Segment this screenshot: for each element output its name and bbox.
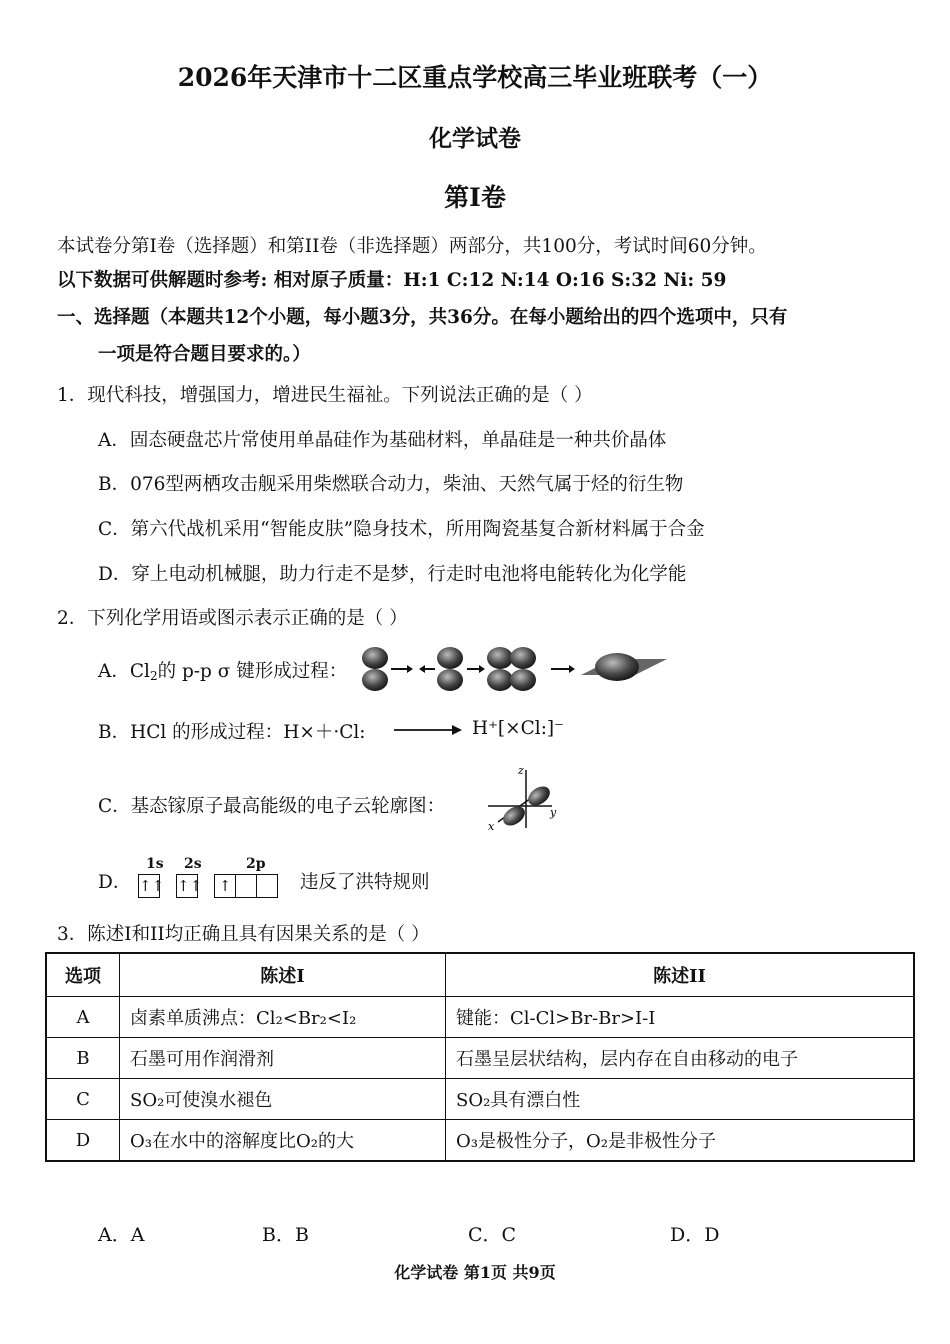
q3-stem: 3．陈述I和II均正确且具有因果关系的是（ ） [57,924,430,945]
q1-option-b: B．076型两栖攻击舰采用柴燃联合动力，柴油、天然气属于烃的衍生物 [98,474,684,495]
axis-z-label: z [518,764,524,777]
row-statement-1: O₃在水中的溶解度比O₂的大 [120,1120,446,1162]
section-heading-2: 一项是符合题目要求的。） [98,344,311,365]
q2-option-a [98,657,347,683]
sigma-bond-diagram [355,645,675,693]
intro-line-1: 本试卷分第I卷（选择题）和第II卷（非选择题）两部分，共100分，考试时间60分钟。 [57,236,767,257]
orbital-label-2s: 2s [184,856,202,872]
q3-answer-a: A．A [98,1224,145,1246]
q1-stem: 1．现代科技，增强国力，增进民生福祉。下列说法正确的是（ ） [57,385,593,406]
q1-option-d: D．穿上电动机械腿，助力行走不是梦，行走时电池将电能转化为化学能 [98,564,687,585]
row-statement-2: SO₂具有漂白性 [446,1079,915,1120]
orbital-box-2p-1: ↑ [214,874,236,898]
orbital-box-1s: ↑↑ [138,874,160,898]
subject-title: 化学试卷 [429,125,521,152]
q3-answer-d: D．D [670,1224,720,1246]
row-statement-1: SO₂可使溴水褪色 [120,1079,446,1120]
orbital-diagram [138,874,278,898]
orbital-label-2p: 2p [246,856,266,872]
p-orbital-diagram [484,764,564,834]
table-row [46,1079,914,1120]
axis-x-label: x [488,820,495,833]
table-header-row [46,953,914,997]
exam-title: 2026年天津市十二区重点学校高三毕业班联考（一） [177,63,773,92]
table-row [46,997,914,1038]
row-option: D [46,1120,120,1162]
q2-a-sub: 2 [149,669,158,683]
orbital-box-2s: ↑↑ [176,874,198,898]
header-statement-1: 陈述I [120,953,446,997]
q2-option-d-text: 违反了洪特规则 [300,872,430,893]
q3-table [45,952,915,1162]
row-statement-2: 石墨呈层状结构，层内存在自由移动的电子 [446,1038,915,1079]
row-option: A [46,997,120,1038]
row-statement-1: 卤素单质沸点：Cl₂<Br₂<I₂ [120,997,446,1038]
q2-b-formula-right: H⁺[×Cl:]⁻ [472,718,564,739]
table-row [46,1038,914,1079]
reaction-arrow [388,718,468,742]
header-option: 选项 [46,953,120,997]
q2-a-suffix: 的 p-p σ 键形成过程： [157,661,348,682]
q2-option-b [98,718,366,744]
axis-y-label: y [550,806,557,819]
q2-a-prefix: A．Cl [98,661,150,682]
row-statement-2: 键能：Cl-Cl>Br-Br>I-I [446,997,915,1038]
intro-line-2: 以下数据可供解题时参考: 相对原子质量：H:1 C:12 N:14 O:16 S:32 Ni: 59 [57,270,727,291]
q2-option-c: C．基态镓原子最高能级的电子云轮廓图： [98,796,446,817]
q3-answer-c: C．C [468,1224,517,1246]
row-statement-2: O₃是极性分子，O₂是非极性分子 [446,1120,915,1162]
orbital-label-1s: 1s [146,856,164,872]
q2-b-prefix: B．HCl 的形成过程： [98,722,284,743]
row-option: C [46,1079,120,1120]
orbital-box-2p-3 [257,874,278,898]
q1-option-c: C．第六代战机采用“智能皮肤”隐身技术，所用陶瓷基复合新材料属于合金 [98,519,705,540]
part-title: 第I卷 [444,183,506,212]
q3-answer-b: B．B [262,1224,309,1246]
q1-option-a: A．固态硬盘芯片常使用单晶硅作为基础材料，单晶硅是一种共价晶体 [98,430,667,451]
section-heading-1: 一、选择题（本题共12个小题，每小题3分，共36分。在每小题给出的四个选项中，只有 [57,307,788,328]
q2-stem: 2．下列化学用语或图示表示正确的是（ ） [57,608,408,629]
table-row [46,1120,914,1162]
row-statement-1: 石墨可用作润滑剂 [120,1038,446,1079]
orbital-box-2p-2 [236,874,257,898]
q2-option-d-prefix: D． [98,872,132,893]
q2-b-formula-left: H×＋·Cl: [283,722,366,743]
row-option: B [46,1038,120,1079]
page-footer: 化学试卷 第1页 共9页 [394,1263,556,1282]
header-statement-2: 陈述II [446,953,915,997]
